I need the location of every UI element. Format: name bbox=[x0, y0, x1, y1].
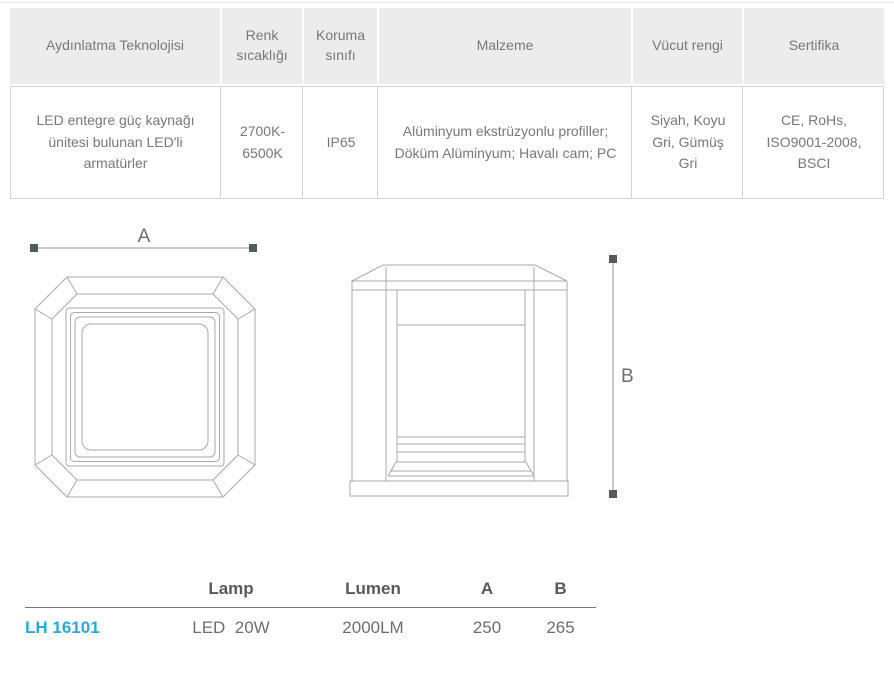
product-table bbox=[25, 570, 596, 648]
dimension-a-endpoint-left bbox=[30, 244, 38, 252]
product-header-b: B bbox=[554, 578, 567, 598]
product-header-lumen: Lumen bbox=[345, 578, 401, 598]
product-table-row bbox=[25, 608, 596, 648]
product-table-header-row bbox=[25, 570, 596, 607]
spec-value-protection-class: IP65 bbox=[305, 87, 378, 198]
spec-value-certificate: CE, RoHs, ISO9001-2008, BSCI bbox=[745, 87, 883, 198]
front-outer-frame bbox=[35, 277, 255, 497]
product-lumen-value: 2000LM bbox=[342, 618, 404, 637]
top-divider bbox=[0, 2, 894, 3]
product-lamp-value: LED 20W bbox=[192, 618, 270, 637]
front-inner-frame bbox=[52, 294, 238, 480]
product-a-value: 250 bbox=[472, 618, 502, 637]
side-base-plate bbox=[350, 481, 568, 496]
dimension-b bbox=[609, 255, 634, 498]
spec-value-lighting-technology: LED entegre güç kaynağı ünitesi bulunan LED'li armatürler bbox=[11, 87, 221, 198]
dimension-b-endpoint-bottom bbox=[609, 490, 617, 498]
dimension-a bbox=[30, 226, 257, 252]
product-model-code[interactable]: LH 16101 bbox=[25, 618, 100, 637]
spec-header-protection-class: Koruma sınıfı bbox=[304, 8, 377, 84]
spec-table bbox=[10, 8, 884, 199]
dimension-b-endpoint-top bbox=[609, 255, 617, 263]
dimension-a-endpoint-right bbox=[249, 244, 257, 252]
front-bezel-ring-1 bbox=[66, 308, 224, 466]
front-view-drawing bbox=[35, 277, 255, 497]
product-b-value: 265 bbox=[546, 618, 575, 637]
spec-header-color-temperature: Renk sıcaklığı bbox=[222, 8, 302, 84]
spec-table-value-row bbox=[10, 86, 884, 199]
front-glass-panel bbox=[82, 324, 208, 450]
product-header-lamp: Lamp bbox=[208, 578, 254, 598]
technical-drawings bbox=[0, 210, 894, 510]
front-bezel-ring-3 bbox=[75, 317, 215, 457]
spec-header-certificate: Sertifika bbox=[744, 8, 884, 84]
spec-header-lighting-technology: Aydınlatma Teknolojisi bbox=[10, 8, 220, 84]
dimension-a-label: A bbox=[137, 226, 151, 247]
product-header-a: A bbox=[480, 578, 494, 598]
spec-table-header-row bbox=[10, 8, 884, 84]
spec-value-color-temperature: 2700K-6500K bbox=[223, 87, 303, 198]
spec-value-body-color: Siyah, Koyu Gri, Gümüş Gri bbox=[634, 87, 743, 198]
dimension-b-label: B bbox=[621, 366, 634, 387]
spec-header-body-color: Vücut rengi bbox=[633, 8, 742, 84]
spec-header-material: Malzeme bbox=[379, 8, 631, 84]
side-view-drawing bbox=[350, 265, 568, 496]
spec-value-material: Alüminyum ekstrüzyonlu profiller; Döküm Alüminyum; Havalı cam; PC bbox=[380, 87, 632, 198]
front-bezel-ring-2 bbox=[71, 313, 220, 462]
